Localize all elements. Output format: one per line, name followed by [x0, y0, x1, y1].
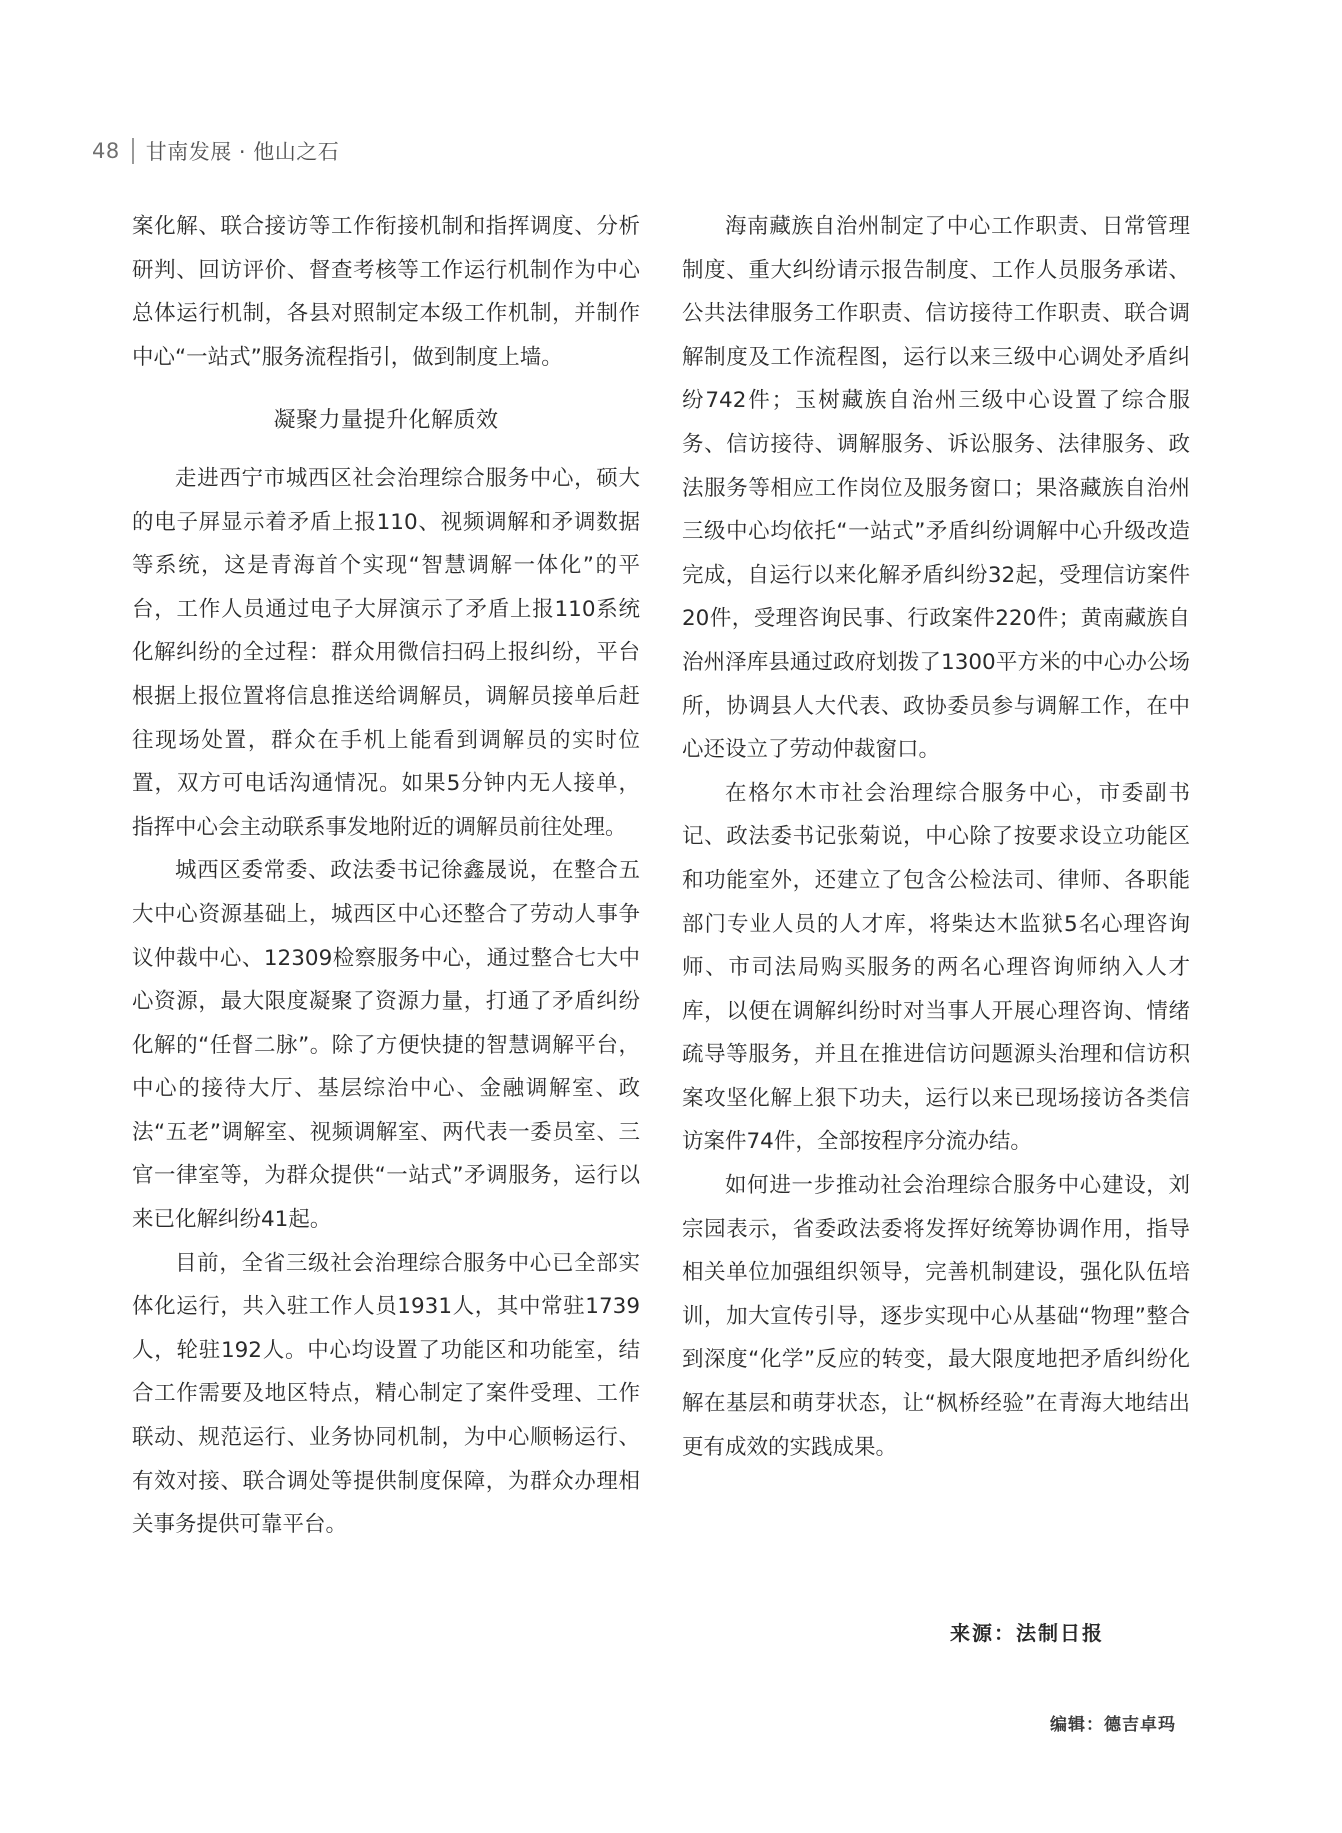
- left-paragraph-2: 走进西宁市城西区社会治理综合服务中心，硕大的电子屏显示着矛盾上报110、视频调解和矛调数据等系统，这是青海首个实现“智慧调解一体化”的平台，工作人员通过电子大屏演示了矛盾上报110系统化解纠纷的全过程：群众用微信扫码上报纠纷，平台根据上报位置将信息推送给调解员，调解员接单后赶往现场处置，群众在手机上能看到调解员的实时位置，双方可电话沟通情况。如果5分钟内无人接单，指挥中心会主动联系事发地附近的调解员前往处理。: [132, 465, 640, 840]
- left-paragraph-3: 城西区委常委、政法委书记徐鑫晟说，在整合五大中心资源基础上，城西区中心还整合了劳动人事争议仲裁中心、12309检察服务中心，通过整合七大中心资源，最大限度凝聚了资源力量，打通了矛盾纠纷化解的“任督二脉”。除了方便快捷的智慧调解平台，中心的接待大厅、基层综治中心、金融调解室、政法“五老”调解室、视频调解室、两代表一委员室、三官一律室等，为群众提供“一站式”矛调服务，运行以来已化解纠纷41起。: [132, 858, 640, 1233]
- section-name: 甘南发展 · 他山之石: [145, 140, 340, 164]
- header-divider: [132, 138, 134, 164]
- left-column: [132, 205, 640, 1547]
- right-paragraph-1: 海南藏族自治州制定了中心工作职责、日常管理制度、重大纠纷请示报告制度、工作人员服务承诺、公共法律服务工作职责、信访接待工作职责、联合调解制度及工作流程图，运行以来三级中心调处矛盾纠纷742件；玉树藏族自治州三级中心设置了综合服务、信访接待、调解服务、诉讼服务、法律服务、政法服务等相应工作岗位及服务窗口；果洛藏族自治州三级中心均依托“一站式”矛盾纠纷调解中心升级改造完成，自运行以来化解矛盾纠纷32起，受理信访案件20件，受理咨询民事、行政案件220件；黄南藏族自治州泽库县通过政府划拨了1300平方米的中心办公场所，协调县人大代表、政协委员参与调解工作，在中心还设立了劳动仲裁窗口。: [682, 214, 1190, 763]
- source-credit: 来源：法制日报: [950, 1621, 1104, 1645]
- page-header: [92, 134, 339, 168]
- section-heading: 凝聚力量提升化解质效: [273, 408, 499, 434]
- right-paragraph-2: 在格尔木市社会治理综合服务中心，市委副书记、政法委书记张菊说，中心除了按要求设立功能区和功能室外，还建立了包含公检法司、律师、各职能部门专业人员的人才库，将柴达木监狱5名心理咨询师、市司法局购买服务的两名心理咨询师纳入人才库，以便在调解纠纷时对当事人开展心理咨询、情绪疏导等服务，并且在推进信访问题源头治理和信访积案攻坚化解上狠下功夫，运行以来已现场接访各类信访案件74件，全部按程序分流办结。: [682, 780, 1190, 1155]
- right-column: [682, 205, 1190, 1469]
- page-number: 48: [92, 139, 120, 163]
- left-paragraph-4: 目前，全省三级社会治理综合服务中心已全部实体化运行，共入驻工作人员1931人，其中常驻1739人，轮驻192人。中心均设置了功能区和功能室，结合工作需要及地区特点，精心制定了案件受理、工作联动、规范运行、业务协同机制，为中心顺畅运行、有效对接、联合调处等提供制度保障，为群众办理相关事务提供可靠平台。: [132, 1250, 640, 1538]
- right-paragraph-3: 如何进一步推动社会治理综合服务中心建设，刘宗园表示，省委政法委将发挥好统筹协调作用，指导相关单位加强组织领导，完善机制建设，强化队伍培训，加大宣传引导，逐步实现中心从基础“物理”整合到深度“化学”反应的转变，最大限度地把矛盾纠纷化解在基层和萌芽状态，让“枫桥经验”在青海大地结出更有成效的实践成果。: [682, 1173, 1190, 1460]
- left-paragraph-1: 案化解、联合接访等工作衔接机制和指挥调度、分析研判、回访评价、督查考核等工作运行机制作为中心总体运行机制，各县对照制定本级工作机制，并制作中心“一站式”服务流程指引，做到制度上墙。: [132, 214, 640, 370]
- editor-credit: 编辑：德吉卓玛: [1050, 1715, 1176, 1735]
